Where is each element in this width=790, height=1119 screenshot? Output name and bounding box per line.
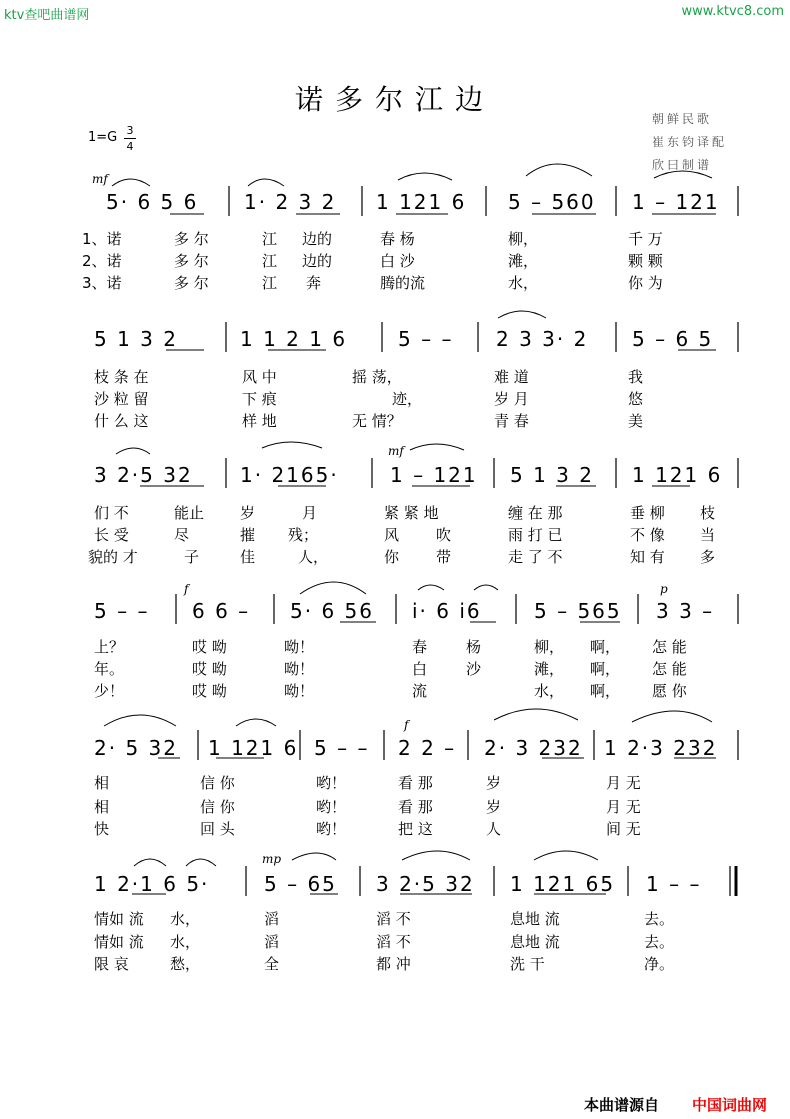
lyric: 月 无 — [606, 798, 641, 816]
lyric: 少！ — [94, 682, 125, 700]
dynamic-mark-4: p — [660, 582, 668, 596]
lyric: 雨 打 已 — [508, 526, 563, 544]
credit-translator: 崔东钧译配 — [652, 135, 728, 149]
lyric: 快 — [94, 820, 110, 838]
lyric: 难 道 — [494, 368, 529, 386]
measure: 5 – – — [314, 736, 370, 760]
measure: 1· 2165· — [240, 463, 339, 487]
measure: 1 121 6 — [376, 190, 467, 214]
time-bottom: 4 — [126, 140, 134, 153]
time-signature — [124, 124, 136, 153]
lyric: 摧 — [240, 526, 256, 544]
lyric: 子 — [184, 548, 200, 566]
lyric: 去。 — [644, 910, 675, 928]
lyric: 不 像 — [630, 526, 665, 544]
lyric: 岁 — [240, 504, 256, 522]
measure: 5 – 560 — [508, 190, 596, 214]
measure: 5 – – — [398, 327, 454, 351]
measure: 2· 3 232 — [484, 736, 583, 760]
lyric: 我 — [628, 368, 644, 386]
lyric: 滩， — [534, 660, 565, 678]
footer-site-link[interactable]: 中国词曲网 — [692, 1096, 768, 1114]
lyric: 年。 — [94, 660, 125, 678]
lyric: 哎 呦 — [192, 660, 227, 678]
lyric: 哎 呦 — [192, 682, 227, 700]
lyric: 月 无 — [606, 774, 641, 792]
song-title: 诺多尔江边 — [294, 83, 495, 116]
lyric: 信 你 — [200, 798, 235, 816]
lyric: 滔 — [264, 910, 280, 928]
lyric: 枝 — [700, 504, 716, 522]
lyric: 相 — [94, 798, 110, 816]
lyric: 迹， — [392, 390, 423, 408]
measure: 1 121 65 — [510, 872, 616, 896]
lyric: 水， — [170, 933, 201, 951]
lyric: 江 — [262, 230, 278, 248]
dynamic-mark-3: f — [184, 582, 189, 596]
lyric: 全 — [264, 955, 280, 973]
measure: 2 3 3· 2 — [496, 327, 589, 351]
lyric: 滔 不 — [376, 910, 411, 928]
lyric: 走 了 不 — [508, 548, 563, 566]
time-top: 3 — [126, 124, 134, 137]
measure: 1 2·3 232 — [604, 736, 718, 760]
lyric: 岁 — [486, 774, 502, 792]
lyric: 月 — [302, 504, 318, 522]
lyric: 白 沙 — [380, 252, 415, 270]
lyric: 沙 — [466, 660, 482, 678]
lyric: 知 有 — [630, 548, 665, 566]
lyric: 把 这 — [398, 820, 433, 838]
measure: 3 2·5 32 — [376, 872, 475, 896]
credit-origin: 朝鲜民歌 — [652, 112, 713, 126]
credit-transcriber: 欣曰制谱 — [652, 158, 713, 172]
measure: 5 1 3 2 — [510, 463, 594, 487]
lyric: 边的 — [302, 252, 333, 270]
lyric: 相 — [94, 774, 110, 792]
lyric: 长 受 — [94, 526, 129, 544]
lyric: 残； — [288, 526, 319, 544]
lyric: 愿 你 — [652, 682, 687, 700]
lyric: 千 万 — [628, 230, 663, 248]
lyric: 佳 — [240, 548, 256, 566]
lyric: 怎 能 — [652, 660, 687, 678]
lyric: 悠 — [628, 390, 644, 408]
lyric: 滔 不 — [376, 933, 411, 951]
lyric: 呦！ — [284, 660, 315, 678]
lyric: 样 地 — [242, 412, 277, 430]
lyric: 多 尔 — [174, 274, 209, 292]
lyric: 岁 — [486, 798, 502, 816]
measure: 5 – 565 — [534, 599, 622, 623]
lyric: 杨 — [466, 638, 482, 656]
lyric: 青 春 — [494, 412, 529, 430]
lyric: 水， — [170, 910, 201, 928]
measure: 1· 2 3 2 — [244, 190, 337, 214]
lyric: 滩， — [508, 252, 539, 270]
lyric: 水， — [508, 274, 539, 292]
lyric: 垂 柳 — [630, 504, 665, 522]
lyric: 多 尔 — [174, 230, 209, 248]
lyric: 3、诺 — [82, 274, 122, 292]
lyric: 沙 粒 留 — [94, 390, 149, 408]
lyric: 你 — [384, 548, 400, 566]
lyric: 们 不 — [94, 504, 129, 522]
lyric: 哎 呦 — [192, 638, 227, 656]
lyric: 下 痕 — [242, 390, 277, 408]
lyric: 白 — [412, 660, 428, 678]
lyric: 多 — [700, 548, 716, 566]
lyric: 愁， — [170, 955, 201, 973]
lyric: 呦！ — [284, 638, 315, 656]
lyric: 回 头 — [200, 820, 235, 838]
lyric: 多 尔 — [174, 252, 209, 270]
lyric: 春 — [412, 638, 428, 656]
lyric: 风 中 — [242, 368, 277, 386]
lyric: 啊， — [590, 682, 621, 700]
lyric: 无 情？ — [352, 412, 402, 430]
watermark-right: www.ktvc8.com — [681, 4, 784, 19]
measure: 1 121 6 — [208, 736, 299, 760]
lyric: 柳， — [534, 638, 565, 656]
measure: 3 3 – — [656, 599, 715, 623]
lyric: 息地 流 — [510, 933, 560, 951]
lyric: 风 — [384, 526, 400, 544]
measure: 5 – 65 — [264, 872, 337, 896]
measure: 5· 6 56 — [290, 599, 374, 623]
measure: 3 2·5 32 — [94, 463, 193, 487]
lyric: 洗 干 — [510, 955, 545, 973]
lyric: 江 — [262, 274, 278, 292]
lyric: 江 — [262, 252, 278, 270]
lyric: 带 — [436, 548, 452, 566]
measure: 6 6 – — [192, 599, 251, 623]
lyric: 间 无 — [606, 820, 641, 838]
lyric: 1、诺 — [82, 230, 122, 248]
dynamic-mark-6: mp — [262, 852, 282, 866]
lyric: 限 哀 — [94, 955, 129, 973]
lyric: 摇 荡， — [352, 368, 402, 386]
lyric: 净。 — [644, 955, 675, 973]
footer-label: 本曲谱源自 — [584, 1096, 660, 1114]
lyric: 腾的流 — [380, 274, 426, 292]
lyric: 看 那 — [398, 774, 433, 792]
lyric: 春 杨 — [380, 230, 415, 248]
measure: 2· 5 32 — [94, 736, 178, 760]
lyric: 人， — [298, 548, 329, 566]
lyric: 尽 — [174, 526, 190, 544]
lyric: 啊， — [590, 638, 621, 656]
lyric: 啊， — [590, 660, 621, 678]
lyric: 紧 紧 地 — [384, 504, 439, 522]
lyric: 息地 流 — [510, 910, 560, 928]
lyric: 貌的 才 — [88, 548, 138, 566]
lyric: 柳， — [508, 230, 539, 248]
dynamic-mark-1: mf — [92, 172, 108, 186]
lyric: 哟！ — [316, 820, 347, 838]
lyric: 颗 颗 — [628, 252, 663, 270]
lyric: 滔 — [264, 933, 280, 951]
lyric: 当 — [700, 526, 716, 544]
measure: 1 – 121 — [390, 463, 478, 487]
lyric: 人 — [486, 820, 502, 838]
lyric: 流 — [412, 682, 428, 700]
measure: 1 121 6 — [632, 463, 723, 487]
lyric: 看 那 — [398, 798, 433, 816]
lyric: 情如 流 — [94, 933, 144, 951]
lyric: 吹 — [436, 526, 452, 544]
lyric: 能止 — [174, 504, 205, 522]
lyric: 情如 流 — [94, 910, 144, 928]
lyric: 边的 — [302, 230, 333, 248]
lyric: 你 为 — [628, 274, 663, 292]
lyric: 缠 在 那 — [508, 504, 563, 522]
lyric: 都 冲 — [376, 955, 411, 973]
lyric: 什 么 这 — [94, 412, 149, 430]
lyric: 哟！ — [316, 774, 347, 792]
dynamic-mark-5: f — [404, 718, 409, 732]
lyric: 2、诺 — [82, 252, 122, 270]
measure: 5 – – — [94, 599, 150, 623]
measure: 5· 6 5 6 — [106, 190, 199, 214]
lyric: 美 — [628, 412, 644, 430]
measure: i· 6 i6 — [412, 599, 482, 623]
watermark-left: ktv查吧曲谱网 — [4, 8, 90, 23]
measure: 5 1 3 2 — [94, 327, 178, 351]
key-signature: 1=G — [88, 130, 118, 145]
lyric: 水， — [534, 682, 565, 700]
lyric: 呦！ — [284, 682, 315, 700]
lyric: 哟！ — [316, 798, 347, 816]
measure: 1 1 2 1 6 — [240, 327, 348, 351]
lyric: 岁 月 — [494, 390, 529, 408]
lyric: 奔 — [306, 274, 322, 292]
lyric: 枝 条 在 — [94, 368, 149, 386]
lyric: 去。 — [644, 933, 675, 951]
measure: 1 – 121 — [632, 190, 720, 214]
measure: 1 2·1 6 5· — [94, 872, 210, 896]
lyric: 怎 能 — [652, 638, 687, 656]
dynamic-mark-2: mf — [388, 444, 404, 458]
measure: 2 2 – — [398, 736, 457, 760]
lyric: 信 你 — [200, 774, 235, 792]
measure: 1 – – — [646, 872, 702, 896]
measure: 5 – 6 5 — [632, 327, 714, 351]
lyric: 上？ — [94, 638, 125, 656]
